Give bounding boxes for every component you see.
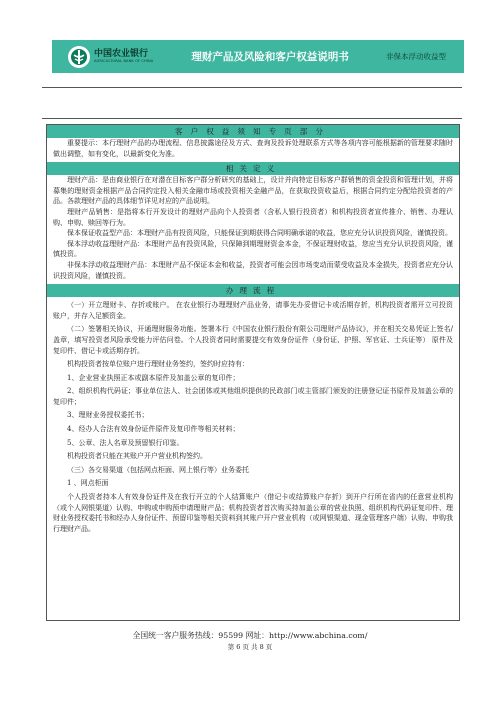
definitions-heading: 相关定义 xyxy=(47,162,459,175)
process-paragraph: 4、经办人合法有效身份证件原件及复印件等相关材料； xyxy=(67,425,240,434)
process-heading: 办理流程 xyxy=(47,284,459,297)
bank-name-en: AGRICULTURAL BANK OF CHINA xyxy=(94,58,154,63)
process-section xyxy=(47,297,459,534)
definition-paragraph: 保本浮动收益理财产品：本理财产品有投资风险，只保障到期理财资金本金，不保证理财收益，您应当充分认识投资风险，谨慎投资。 xyxy=(53,239,453,259)
definitions-section xyxy=(47,175,459,284)
definition-paragraph: 非保本浮动收益理财产品：本理财产品不保证本金和收益，投资者可能会因市场变动而蒙受收益及本金损失，投资者应充分认识投资风险，谨慎投资。 xyxy=(53,260,453,280)
process-paragraph: 机构投资者只能在其账户开户营业机构签约。 xyxy=(67,452,207,461)
process-paragraph: 1 、网点柜面 xyxy=(67,479,109,488)
content-frame xyxy=(46,124,460,621)
process-paragraph: （二）签署相关协议，开通理财服务功能。签署本行《中国农业银行股份有限公司理财产品协议》，并在相关交易凭证上签名/盖章，填写投资者风险承受能力评估问卷。个人投资者同时需要提交有效身份证件（身份证、护照、军官证、士兵证等） 原件及复印件、借记卡或活期存折。 xyxy=(53,325,453,355)
page-number: 第 6 页 共 8 页 xyxy=(227,643,273,651)
bank-name-cn: 中国农业银行 xyxy=(94,48,149,59)
process-paragraph: 2、组织机构代码证；事业单位法人、社会团体或其他组织提供的民政部门或主管部门颁发的注册登记证书原件及加盖公章的复印件； xyxy=(53,387,453,406)
definition-paragraph: 理财产品：是由商业银行在对潜在目标客户群分析研究的基础上，设计并向特定目标客户群销售的资金投资和管理计划，并将募集的理财资金根据产品合同约定投入相关金融市场或投资相关金融产品，在获取投资收益后，根据合同约定分配给投资者的产品。各款理财产品的具体细节详见对应的产品说明。 xyxy=(53,176,453,206)
process-paragraph: （一）开立理财卡、存折或账户。 在农业银行办理理财产品业务，请事先办妥借记卡或活期存折，机构投资者需开立可投资账户，并存入足额资金。 xyxy=(53,301,453,320)
process-paragraph: 3、理财业务授权委托书； xyxy=(67,411,149,420)
bank-logo xyxy=(68,46,153,68)
definition-paragraph: 保本保证收益型产品：本理财产品有投资风险，只能保证到期获得合同明确承诺的收益，您应充分认识投资风险，谨慎投资。 xyxy=(67,229,452,238)
notice-section xyxy=(47,138,459,162)
process-paragraph: （三）各交易渠道（包括网点柜面、网上银行等）业务委托 xyxy=(67,465,249,474)
definition-paragraph: 理财产品销售：是指将本行开发设计的理财产品向个人投资者（含私人银行投资者）和机构投资者宣传推介、销售、办理认购、申购、赎回等行为。 xyxy=(53,207,453,227)
content-top-divider xyxy=(42,118,462,119)
process-paragraph: 5、公章、法人名章及预留银行印鉴。 xyxy=(67,438,184,447)
footer-contact: 全国统一客户服务热线：95599 网址：http://www.abchina.com/ xyxy=(132,631,368,640)
notice-heading: 客户权益须知专页部分 xyxy=(47,125,459,138)
process-paragraph: 个人投资者持本人有效身份证件及在我行开立的个人结算账户（借记卡或结算账户存折）到开户行所在省内的任意营业机构（或个人网银渠道）认购、申购或申购预申请理财产品；机构投资者首次购买持加盖公章的营业执照、组织机构代码证复印件、理财业务授权委托书和经办人身份证件、预留印鉴等相关资料到其账户开户营业机构（或网银渠道、现金管理客户端）认购、申购我行理财产品。 xyxy=(53,493,453,533)
process-paragraph: 机构投资者按单位账户进行理财业务签约，签约时应持有： xyxy=(67,360,249,369)
document-header xyxy=(52,40,464,73)
header-divider xyxy=(42,87,462,88)
document-title: 理财产品及风险和客户权益说明书 xyxy=(191,51,349,63)
process-paragraph: 1、企业营业执照正本或副本原件及加盖公章的复印件； xyxy=(67,373,240,382)
abc-logo-icon xyxy=(68,46,90,68)
important-notice: 重要提示：本行理财产品的办理流程、信息披露途径及方式、查询及投诉处理联系方式等各项内容可能根据新的管理要求随时做出调整，如有变化，以最新变化为准。 xyxy=(53,139,453,158)
product-type-label: 非保本浮动收益型 xyxy=(386,52,446,61)
